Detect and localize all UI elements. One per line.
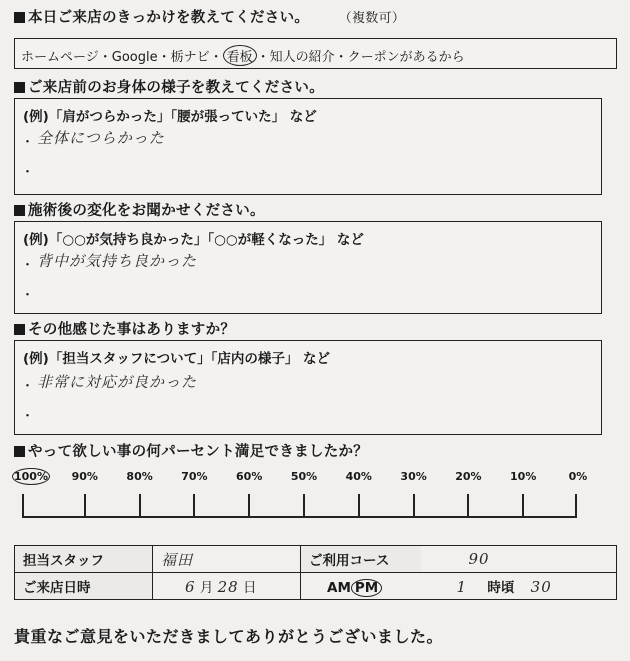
scale-label-30[interactable]: 30% xyxy=(400,470,427,483)
am-option[interactable]: AM xyxy=(327,579,351,596)
scale-label-100[interactable]: 100% xyxy=(12,468,50,485)
section3-bullet: ・ xyxy=(21,288,35,303)
course-label: ご利用コース xyxy=(301,546,421,573)
staff-value-cell xyxy=(153,546,301,573)
section2-answer-1[interactable]: 全体につらかった xyxy=(37,129,165,147)
time-label: 時頃 xyxy=(487,579,515,596)
section5-heading: やって欲しい事の何パーセント満足できましたか？ xyxy=(14,440,368,461)
date-label: ご来店日時 xyxy=(15,573,153,600)
section4-example: (例)「担当スタッフについて」「店内の様子」 など xyxy=(23,351,331,367)
square-bullet-icon xyxy=(14,446,25,457)
section3-answer-box xyxy=(14,221,602,314)
scale-tick xyxy=(303,494,305,516)
visit-reason-selected[interactable]: 看板 xyxy=(223,45,257,66)
section1-heading: 本日ご来店のきっかけを教えてください。 （複数可） xyxy=(14,6,405,27)
scale-label-60[interactable]: 60% xyxy=(236,470,263,483)
info-row-staff xyxy=(15,546,617,573)
scale-tick xyxy=(84,494,86,516)
scale-tick xyxy=(467,494,469,516)
pm-option-selected[interactable]: PM xyxy=(351,579,382,597)
scale-tick xyxy=(358,494,360,516)
square-bullet-icon xyxy=(14,205,25,216)
section4-bullet: ・ xyxy=(21,379,35,394)
section2-example: (例)「肩がつらかった」「腰が張っていた」 など xyxy=(23,109,317,125)
section2-answer-box xyxy=(14,98,602,195)
section4-answer-box xyxy=(14,340,602,435)
scale-tick xyxy=(522,494,524,516)
scale-label-70[interactable]: 70% xyxy=(181,470,208,483)
day-unit: 日 xyxy=(243,580,257,596)
section4-bullet: ・ xyxy=(21,409,35,424)
section3-bullet: ・ xyxy=(21,258,35,273)
scale-label-20[interactable]: 20% xyxy=(455,470,482,483)
section1-options-box xyxy=(14,38,617,69)
section2-bullet: ・ xyxy=(21,165,35,180)
satisfaction-scale xyxy=(0,462,630,542)
scale-label-40[interactable]: 40% xyxy=(345,470,372,483)
staff-label: 担当スタッフ xyxy=(15,546,153,573)
section3-answer-1[interactable]: 背中が気持ち良かった xyxy=(37,252,198,270)
closing-message: 貴重なご意見をいただきましてありがとうございました。 xyxy=(14,627,444,646)
date-value-cell xyxy=(153,573,301,600)
scale-label-80[interactable]: 80% xyxy=(126,470,153,483)
hour-value[interactable]: 1 xyxy=(456,577,468,596)
section2-bullet: ・ xyxy=(21,135,35,150)
square-bullet-icon xyxy=(14,12,25,23)
multiple-choice-note: （複数可） xyxy=(345,11,406,26)
month-unit: 月 xyxy=(199,580,214,596)
scale-tick xyxy=(139,494,141,516)
scale-left-end xyxy=(22,494,24,518)
visit-info-table xyxy=(14,545,617,600)
square-bullet-icon xyxy=(14,82,25,93)
scale-label-0[interactable]: 0% xyxy=(568,470,588,483)
day-value[interactable]: 28 xyxy=(217,578,239,596)
scale-label-90[interactable]: 90% xyxy=(71,470,98,483)
course-value-cell xyxy=(421,546,617,573)
visit-reason-options: ホームページ・Google・栃ナビ・ 看板 ・知人の紹介・クーポンがあるから xyxy=(21,45,465,66)
course-value[interactable]: 90 xyxy=(468,550,490,568)
scale-tick xyxy=(248,494,250,516)
minute-value[interactable]: 30 xyxy=(530,577,552,596)
square-bullet-icon xyxy=(14,324,25,335)
scale-right-end xyxy=(575,494,577,518)
scale-tick xyxy=(413,494,415,516)
info-row-date xyxy=(15,573,617,600)
section4-answer-1[interactable]: 非常に対応が良かった xyxy=(37,373,198,391)
scale-baseline xyxy=(22,516,577,518)
section3-heading: 施術後の変化をお聞かせください。 xyxy=(14,199,265,220)
scale-label-50[interactable]: 50% xyxy=(290,470,318,483)
section2-heading: ご来店前のお身体の様子を教えてください。 xyxy=(14,76,324,97)
scale-tick xyxy=(193,494,195,516)
month-value[interactable]: 6 xyxy=(185,578,196,596)
time-value-cell xyxy=(301,573,617,600)
staff-value[interactable]: 福田 xyxy=(161,550,194,569)
section4-heading: その他感じた事はありますか？ xyxy=(14,318,235,339)
scale-label-10[interactable]: 10% xyxy=(510,470,537,483)
section3-example: (例)「○○が気持ち良かった」「○○が軽くなった」 など xyxy=(23,232,364,248)
